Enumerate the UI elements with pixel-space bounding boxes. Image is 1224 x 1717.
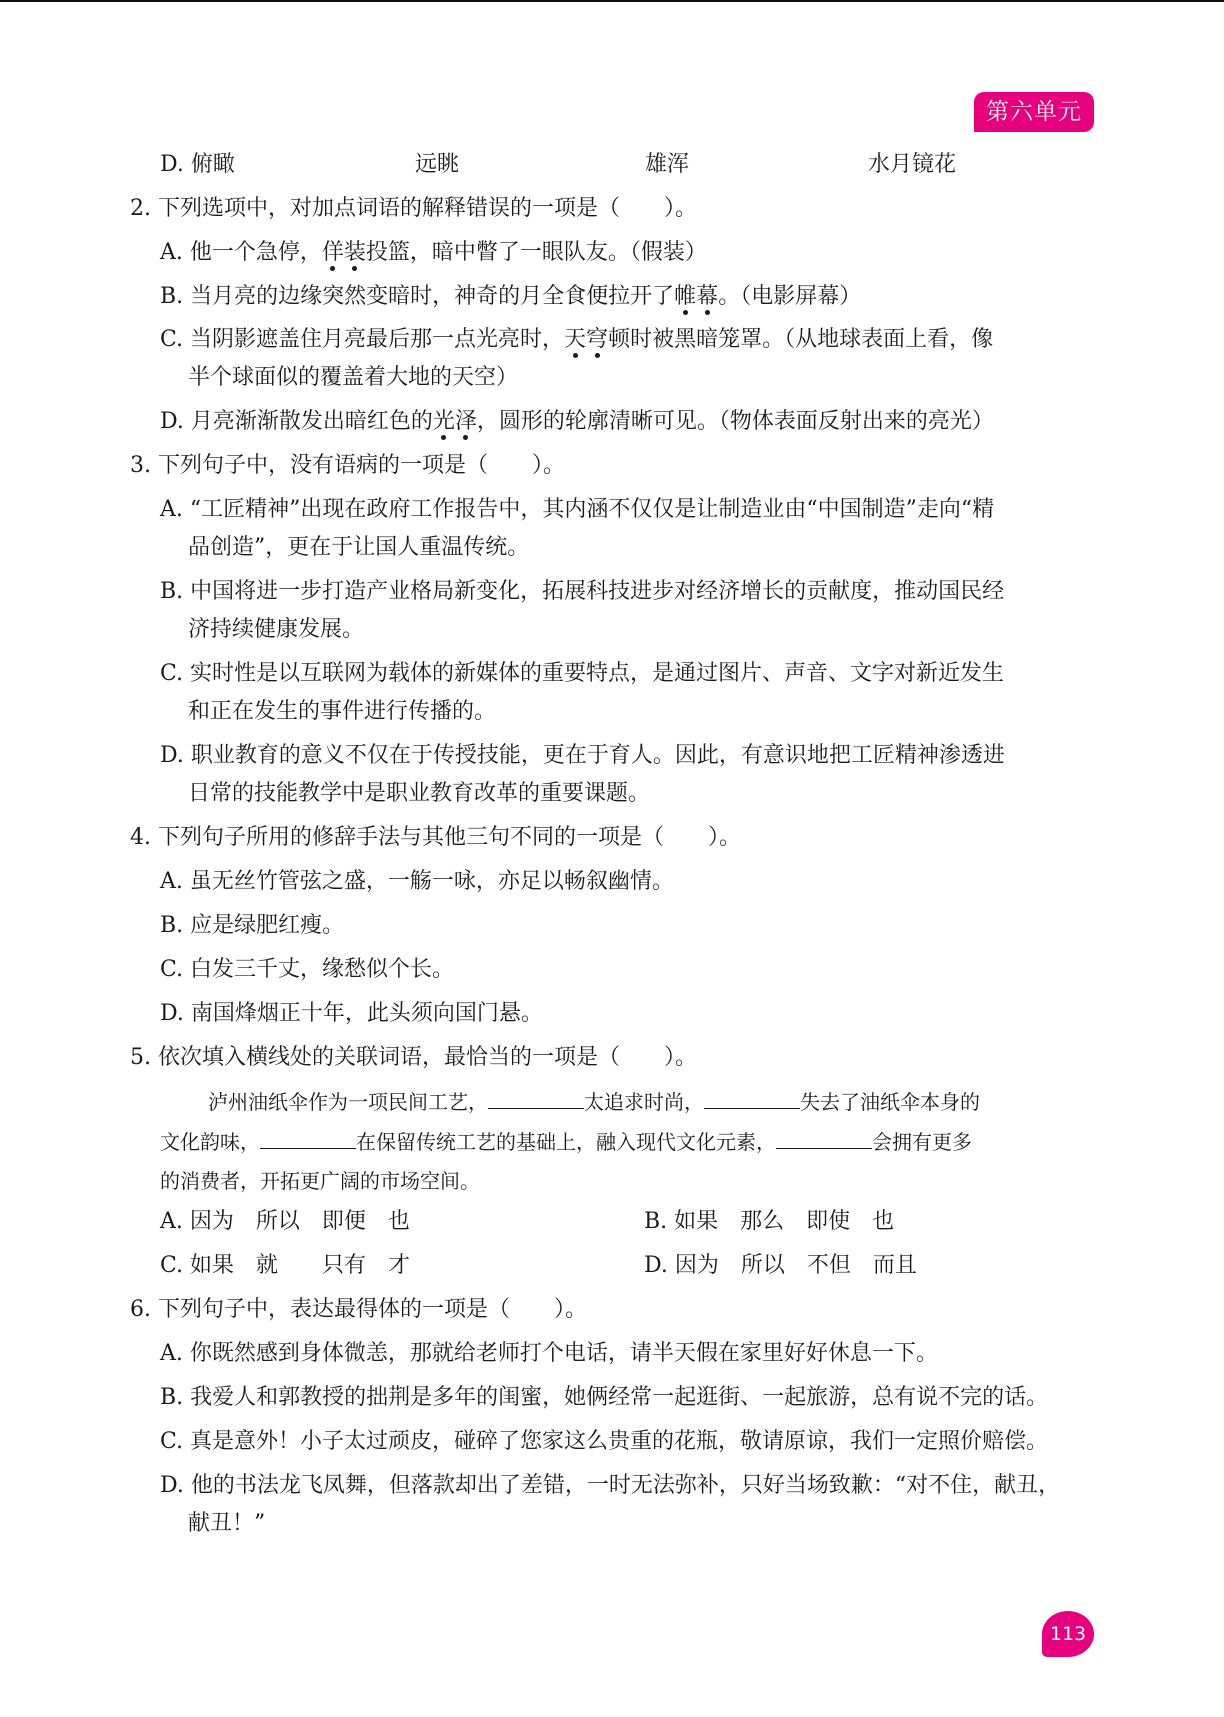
- q4-option-d: D. 南国烽烟正十年，此头须向国门悬。: [160, 1001, 543, 1026]
- q3-option-a: A. “工匠精神”出现在政府工作报告中，其内涵不仅仅是让制造业由“中国制造”走向“精: [160, 497, 995, 522]
- q2-option-c-line2: 半个球面似的覆盖着大地的天空）: [188, 365, 519, 390]
- q3-stem: 3. 下列句子中，没有语病的一项是（ ）。: [130, 453, 565, 478]
- q4-stem: 4. 下列句子所用的修辞手法与其他三句不同的一项是（ ）。: [130, 825, 741, 850]
- q4-option-a: A. 虽无丝竹管弦之盛，一觞一咏，亦足以畅叙幽情。: [160, 869, 674, 894]
- q1-option-d-word2: 远眺: [415, 152, 460, 177]
- q3-option-d: D. 职业教育的意义不仅在于传授技能，更在于育人。因此，有意识地把工匠精神渗透进: [160, 743, 1005, 768]
- q2-option-c: C. 当阴影遮盖住月亮最后那一点光亮时，天穹顿时被黑暗笼罩。（从地球表面上看，像: [160, 327, 994, 352]
- q6-option-a: A. 你既然感到身体微恙，那就给老师打个电话，请半天假在家里好好休息一下。: [160, 1341, 938, 1366]
- q3-option-a-line2: 品创造”，更在于让国人重温传统。: [188, 535, 530, 560]
- q6-option-d: D. 他的书法龙飞凤舞，但落款却出了差错，一时无法弥补，只好当场致歉：“对不住，献丑，: [160, 1473, 1061, 1498]
- q5-stem: 5. 依次填入横线处的关联词语，最恰当的一项是（ ）。: [130, 1045, 697, 1070]
- q5-option-b: B. 如果 那么 即使 也: [644, 1209, 895, 1234]
- page-number: 113: [1042, 1611, 1094, 1657]
- q1-option-d: D. 俯瞰: [160, 152, 235, 177]
- top-rule: [0, 0, 1224, 2]
- q3-option-b-line2: 济持续健康发展。: [188, 617, 365, 642]
- unit-badge: 第六单元: [974, 92, 1094, 132]
- q5-blank-1: [488, 1086, 584, 1109]
- q5-option-a: A. 因为 所以 即便 也: [160, 1209, 410, 1234]
- q5-blank-3: [260, 1126, 356, 1149]
- q4-option-c: C. 白发三千丈，缘愁似个长。: [160, 957, 455, 982]
- q3-option-c-line2: 和正在发生的事件进行传播的。: [188, 699, 497, 724]
- q5-option-d: D. 因为 所以 不但 而且: [644, 1253, 917, 1278]
- q4-option-b: B. 应是绿肥红瘦。: [160, 913, 345, 938]
- q2-option-b: B. 当月亮的边缘突然变暗时，神奇的月全食便拉开了帷幕。（电影屏幕）: [160, 284, 862, 309]
- q3-option-d-line2: 日常的技能教学中是职业教育改革的重要课题。: [188, 781, 651, 806]
- q5-blank-4: [776, 1126, 872, 1149]
- q5-passage-line3: 的消费者，开拓更广阔的市场空间。: [160, 1169, 480, 1193]
- q3-option-c: C. 实时性是以互联网为载体的新媒体的重要特点，是通过图片、声音、文字对新近发生: [160, 661, 1005, 686]
- q5-passage-line1: 泸州油纸伞作为一项民间工艺， 太追求时尚， 失去了油纸伞本身的: [208, 1086, 980, 1117]
- q5-option-c: C. 如果 就 只有 才: [160, 1253, 411, 1278]
- q2-option-d: D. 月亮渐渐散发出暗红色的光泽，圆形的轮廓清晰可见。（物体表面反射出来的亮光）: [160, 409, 994, 434]
- q6-option-c: C. 真是意外！小子太过顽皮，碰碎了您家这么贵重的花瓶，敬请原谅，我们一定照价赔偿。: [160, 1429, 1049, 1454]
- q1-option-d-word3: 雄浑: [645, 152, 690, 177]
- q5-passage-line2: 文化韵味， 在保留传统工艺的基础上，融入现代文化元素， 会拥有更多: [160, 1126, 972, 1157]
- q2-option-a: A. 他一个急停，佯装投篮，暗中瞥了一眼队友。（假装）: [160, 240, 707, 265]
- q6-stem: 6. 下列句子中，表达最得体的一项是（ ）。: [130, 1297, 587, 1322]
- q6-option-b: B. 我爱人和郭教授的拙荆是多年的闺蜜，她俩经常一起逛街、一起旅游，总有说不完的话。: [160, 1385, 1049, 1410]
- q1-option-d-word4: 水月镜花: [868, 152, 957, 177]
- q5-blank-2: [704, 1086, 800, 1109]
- q6-option-d-line2: 献丑！”: [188, 1511, 266, 1536]
- q3-option-b: B. 中国将进一步打造产业格局新变化，拓展科技进步对经济增长的贡献度，推动国民经: [160, 579, 1005, 604]
- q2-stem: 2. 下列选项中，对加点词语的解释错误的一项是（ ）。: [130, 196, 697, 221]
